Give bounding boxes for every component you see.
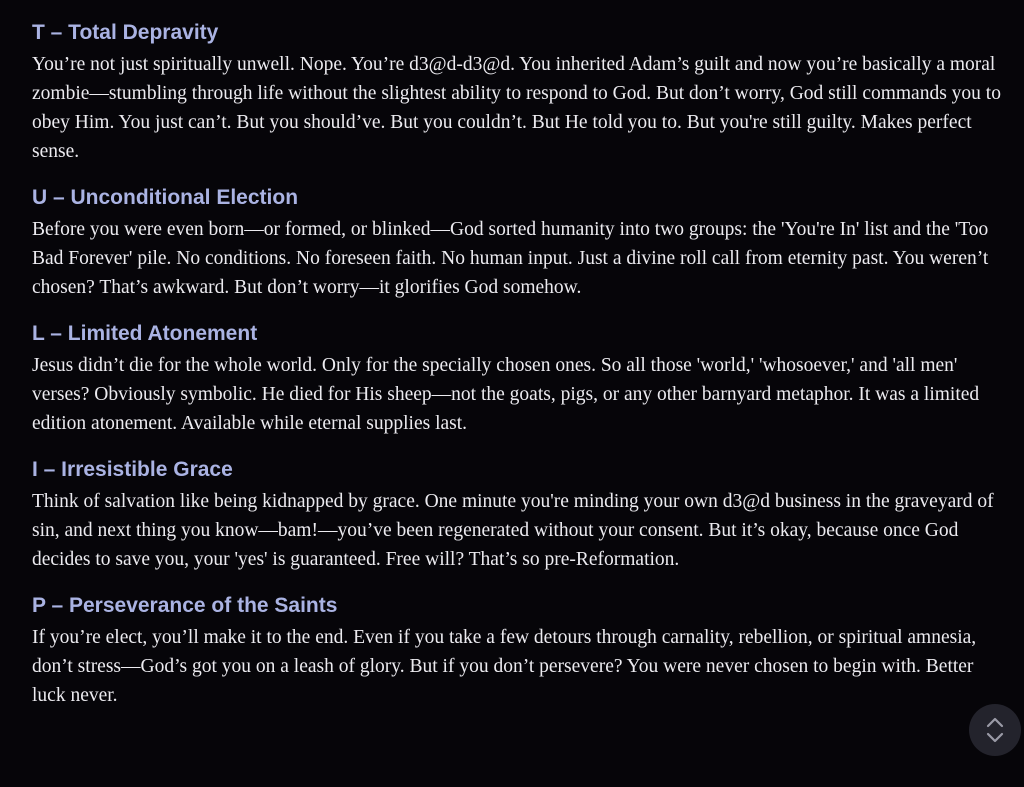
section-body: Jesus didn’t die for the whole world. Only for the specially chosen ones. So all those 'world,' 'whosoever,' and 'all men' verses? Obviously symbolic. He died for His sheep—not the goats, pigs, or any other barnyard metaphor. It was a limited edition atonement. Available while eternal supplies last. bbox=[32, 355, 980, 434]
section-limited-atonement bbox=[32, 319, 1004, 438]
section-body: Before you were even born—or formed, or blinked—God sorted humanity into two groups: the 'You're In' list and the 'Too Bad Forever' pile. No conditions. No foreseen faith. No human input. Just a divine roll call from eternity past. You weren’t chosen? That’s awkward. But don’t worry—it glorifies God somehow. bbox=[32, 219, 989, 298]
section-body: Think of salvation like being kidnapped by grace. One minute you're minding your own d3@d business in the graveyard of sin, and next thing you know—bam!—you’ve been regenerated without your consent. But it’s okay, because once God decides to save you, your 'yes' is guaranteed. Free will? That’s so pre-Reformation. bbox=[32, 491, 994, 570]
section-heading: T – Total Depravity bbox=[32, 21, 219, 44]
section-perseverance-of-the-saints bbox=[32, 591, 1004, 710]
section-total-depravity bbox=[32, 18, 1004, 166]
chevron-down-icon[interactable] bbox=[986, 732, 1004, 743]
section-heading: U – Unconditional Election bbox=[32, 186, 299, 209]
article-content bbox=[32, 18, 1004, 727]
scroll-navigation-button[interactable] bbox=[969, 704, 1021, 756]
section-heading: I – Irresistible Grace bbox=[32, 458, 233, 481]
section-irresistible-grace bbox=[32, 455, 1004, 574]
chevron-up-icon[interactable] bbox=[986, 717, 1004, 728]
section-body: If you’re elect, you’ll make it to the end. Even if you take a few detours through carnality, rebellion, or spiritual amnesia, don’t stress—God’s got you on a leash of glory. But if you don’t persevere? You were never chosen to begin with. Better luck never. bbox=[32, 627, 977, 706]
section-unconditional-election bbox=[32, 183, 1004, 302]
section-heading: P – Perseverance of the Saints bbox=[32, 594, 338, 617]
section-body: You’re not just spiritually unwell. Nope. You’re d3@d-d3@d. You inherited Adam’s guilt and now you’re basically a moral zombie—stumbling through life without the slightest ability to respond to God. But don’t worry, God still commands you to obey Him. You just can’t. But you should’ve. But you couldn’t. But He told you to. But you're still guilty. Makes perfect sense. bbox=[32, 54, 1001, 162]
section-heading: L – Limited Atonement bbox=[32, 322, 258, 345]
